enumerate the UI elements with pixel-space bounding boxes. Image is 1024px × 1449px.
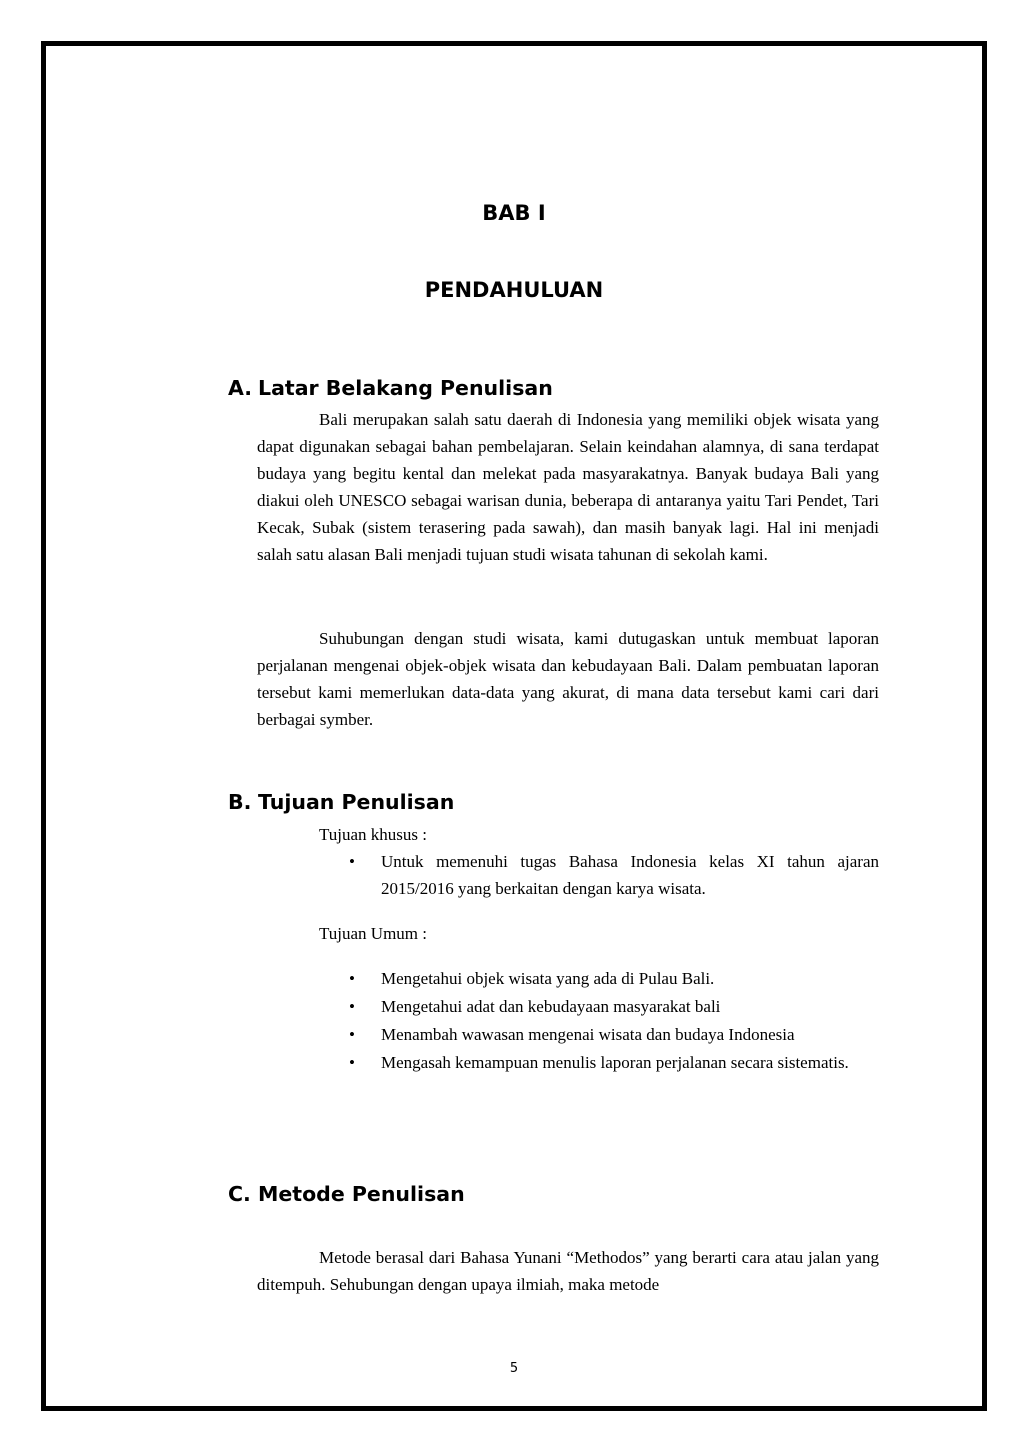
list-item-text: Mengasah kemampuan menulis laporan perjalanan secara sistematis. (381, 1053, 849, 1072)
list-item (345, 1049, 879, 1076)
section-a-letter: A. (228, 376, 253, 400)
list-item-text: Untuk memenuhi tugas Bahasa Indonesia kelas XI tahun ajaran 2015/2016 yang berkaitan dengan karya wisata. (381, 852, 879, 898)
tujuan-umum-label: Tujuan Umum : (319, 924, 428, 943)
bullet-icon: • (349, 1025, 355, 1044)
section-a-paragraph-1: Bali merupakan salah satu daerah di Indonesia yang memiliki objek wisata yang dapat digunakan sebagai bahan pembelajaran. Selain keindahan alamnya, di sana terdapat budaya yang begitu kental dan melekat pada masyarakatnya. Banyak budaya Bali yang diakui oleh UNESCO sebagai warisan dunia, beberapa di antaranya yaitu Tari Pendet, Tari Kecak, Subak (sistem terasering pada sawah), dan masih banyak lagi. Hal ini menjadi salah satu alasan Bali menjadi tujuan studi wisata tahunan di sekolah kami. (257, 410, 879, 564)
chapter-title: PENDAHULUAN (424, 278, 604, 302)
section-b-letter: B. (228, 790, 252, 814)
section-c-letter: C. (228, 1182, 251, 1206)
tujuan-khusus-list (345, 848, 879, 902)
list-item (345, 1021, 879, 1048)
page-number: 5 (509, 1361, 519, 1376)
section-a-paragraph-2: Suhubungan dengan studi wisata, kami dutugaskan untuk membuat laporan perjalanan mengenai objek-objek wisata dan kebudayaan Bali. Dalam pembuatan laporan tersebut kami memerlukan data-data yang akurat, di mana data tersebut kami cari dari berbagai symber. (257, 629, 879, 729)
bullet-icon: • (349, 969, 355, 988)
section-c-paragraph-1: Metode berasal dari Bahasa Yunani “Methodos” yang berarti cara atau jalan yang ditempuh. Sehubungan dengan upaya ilmiah, maka metode (257, 1248, 879, 1294)
list-item-text: Mengetahui objek wisata yang ada di Pulau Bali. (381, 969, 715, 988)
tujuan-khusus-label: Tujuan khusus : (319, 825, 428, 844)
section-a-heading (228, 376, 553, 400)
section-c-title: Metode Penulisan (258, 1182, 465, 1206)
tujuan-umum-list (345, 965, 879, 1077)
list-item (345, 848, 879, 902)
list-item-text: Mengetahui adat dan kebudayaan masyarakat bali (381, 997, 721, 1016)
list-item (345, 965, 879, 992)
section-b-title: Tujuan Penulisan (258, 790, 455, 814)
chapter-number: BAB I (482, 201, 546, 225)
list-item-text: Menambah wawasan mengenai wisata dan budaya Indonesia (381, 1025, 795, 1044)
section-b-heading (228, 790, 454, 814)
bullet-icon: • (349, 1053, 355, 1072)
bullet-icon: • (349, 997, 355, 1016)
bullet-icon: • (349, 852, 355, 871)
list-item (345, 993, 879, 1020)
section-c-heading (228, 1182, 465, 1206)
section-a-title: Latar Belakang Penulisan (258, 376, 553, 400)
